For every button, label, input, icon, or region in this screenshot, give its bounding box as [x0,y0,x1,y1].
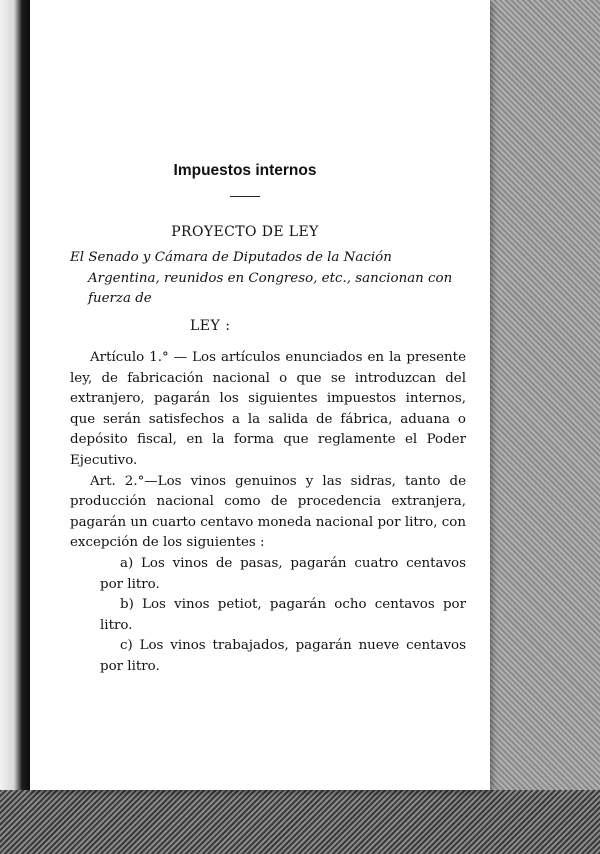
preamble-text: El Senado y Cámara de Diputados de la Nación Argentina, reunidos en Congreso, etc., sancionan con fuerza de [70,250,453,307]
scan-shadow-right [490,0,600,854]
scan-shadow-bottom [0,790,600,854]
document-page [30,0,490,790]
item-marker: b) [120,597,134,613]
preamble-paragraph [70,248,466,310]
item-marker: c) [120,638,133,654]
list-item [70,554,466,595]
article-text: Los artículos enunciados en la presente ley, de fabricación nacional o que se introduzcan del extranjero, pagarán los siguientes impuestos internos, que serán satisfechos a la salida de fábrica, aduana o depósito fiscal, en la forma que reglamente el Poder Ejecutivo. [70,350,466,468]
article-text: Los vinos genuinos y las sidras, tanto de producción nacional como de procedencia extranjera, pagarán un cuarto centavo moneda nacional por litro, con excepción de los siguientes : [70,473,467,551]
article-label: Art. 2.°— [90,473,158,489]
article-paragraph [70,472,466,554]
article-label: Artículo 1.° — [90,350,188,365]
list-item [70,595,466,636]
item-text: Los vinos petiot, pagarán ocho centavos por litro. [100,597,466,633]
article-paragraph [70,348,466,472]
item-text: Los vinos de pasas, pagarán cuatro centavos por litro. [100,555,466,592]
articles-body [70,348,466,678]
item-text: Los vinos trabajados, pagarán nueve centavos por litro. [100,638,466,674]
page-title: Impuestos internos [173,162,317,179]
ley-label: LEY : [190,318,231,334]
book-binding-edge [0,0,30,854]
title-divider [230,196,260,197]
item-marker: a) [120,555,134,571]
section-subtitle: PROYECTO DE LEY [171,224,319,240]
list-item [70,636,466,677]
